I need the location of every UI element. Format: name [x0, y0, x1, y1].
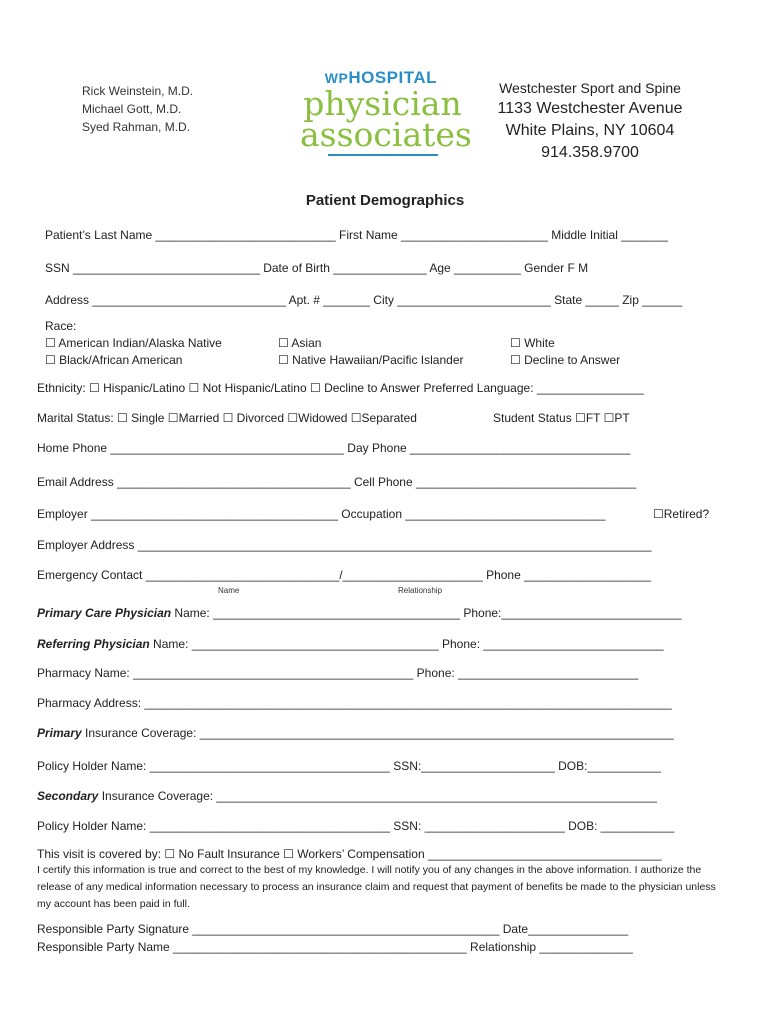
policy-holder-row[interactable]: Policy Holder Name: ____________________________________ SSN: _____________________ DOB: ___________ — [37, 819, 675, 833]
responsible-party-row[interactable]: Responsible Party Name ____________________________________________ Relationship ______________ — [37, 940, 633, 954]
employer-row[interactable]: Employer _____________________________________ Occupation ______________________________ — [37, 507, 606, 521]
secondary-insurance-row[interactable] — [37, 789, 657, 803]
emergency-name-caption: Name — [218, 586, 240, 595]
emergency-contact-row[interactable]: Emergency Contact _____________________________/_____________________ Phone ___________________ — [37, 568, 651, 582]
facility-block — [490, 78, 690, 164]
logo-physician: physician — [303, 84, 462, 123]
ssn-dob-row[interactable]: SSN ____________________________ Date of Birth ______________ Age __________ Gender F M — [45, 261, 589, 275]
referring-fields: Name: _____________________________________ Phone: ___________________________ — [149, 637, 664, 651]
referring-label: Referring Physician — [37, 637, 150, 651]
marital-status-row[interactable]: Marital Status: ☐ Single ☐Married ☐ Divorced ☐Widowed ☐Separated — [37, 411, 417, 425]
race-option[interactable]: ☐ Native Hawaiian/Pacific Islander — [278, 353, 464, 367]
secondary-fields: Insurance Coverage: __________________________________________________________________ — [98, 789, 657, 803]
race-option[interactable]: ☐ White — [510, 336, 555, 350]
race-option[interactable]: ☐ Black/African American — [45, 353, 183, 367]
home-phone-row[interactable]: Home Phone ___________________________________ Day Phone _________________________________ — [37, 441, 631, 455]
certification-text: I certify this information is true and correct to the best of my knowledge. I will notify you of any changes in the above information. I authorize the release of any medical information necessary to process an insurance claim and request that payment of benefits be made to the physician unless my account has been paid in full. — [37, 864, 716, 910]
policy-holder-row[interactable]: Policy Holder Name: ____________________________________ SSN:____________________ DOB:___________ — [37, 759, 661, 773]
logo-associates: associates — [300, 115, 472, 154]
logo-underline — [328, 154, 438, 156]
race-label: Race: — [45, 319, 77, 333]
secondary-label: Secondary — [37, 789, 99, 803]
primary-insurance-row[interactable] — [37, 726, 674, 740]
referring-physician-row[interactable] — [37, 637, 664, 651]
pcp-row[interactable] — [37, 606, 682, 620]
facility-street: 1133 Westchester Avenue — [497, 100, 683, 117]
emergency-relationship-caption: Relationship — [398, 586, 443, 595]
retired-checkbox[interactable]: ☐Retired? — [653, 507, 710, 521]
email-row[interactable]: Email Address ___________________________________ Cell Phone _________________________________ — [37, 475, 637, 489]
doctor-name: Rick Weinstein, M.D. — [82, 84, 194, 98]
race-option[interactable]: ☐ American Indian/Alaska Native — [45, 336, 222, 350]
facility-phone: 914.358.9700 — [541, 144, 639, 161]
logo-hospital: HOSPITAL — [348, 68, 437, 87]
employer-address-row[interactable]: Employer Address _____________________________________________________________________________ — [37, 538, 652, 552]
page-title: Patient Demographics — [305, 192, 465, 209]
name-row[interactable]: Patient’s Last Name ___________________________ First Name ______________________ Middle Initial _______ — [45, 228, 668, 242]
pharmacy-address-row[interactable]: Pharmacy Address: _______________________________________________________________________________ — [37, 696, 672, 710]
pharmacy-name-row[interactable]: Pharmacy Name: __________________________________________ Phone: ___________________________ — [37, 666, 639, 680]
signature-row[interactable]: Responsible Party Signature ______________________________________________ Date_______________ — [37, 922, 629, 936]
doctor-list — [82, 82, 193, 136]
visit-coverage-row[interactable]: This visit is covered by: ☐ No Fault Insurance ☐ Workers’ Compensation ___________________________________ — [37, 847, 662, 861]
primary-label: Primary — [37, 726, 82, 740]
logo-mark: WP — [324, 70, 349, 86]
primary-fields: Insurance Coverage: _______________________________________________________________________ — [81, 726, 674, 740]
facility-name: Westchester Sport and Spine — [499, 80, 681, 96]
ethnicity-row[interactable]: Ethnicity: ☐ Hispanic/Latino ☐ Not Hispanic/Latino ☐ Decline to Answer Preferred Language: ________________ — [37, 381, 644, 395]
hospital-logo — [300, 68, 472, 156]
pcp-fields: Name: _____________________________________ Phone:___________________________ — [171, 606, 682, 620]
race-option[interactable]: ☐ Decline to Answer — [510, 353, 621, 367]
doctor-name: Syed Rahman, M.D. — [82, 120, 191, 134]
pcp-label: Primary Care Physician — [37, 606, 172, 620]
facility-city: White Plains, NY 10604 — [505, 122, 675, 139]
race-option[interactable]: ☐ Asian — [278, 336, 322, 350]
doctor-name: Michael Gott, M.D. — [82, 102, 182, 116]
address-row[interactable]: Address _____________________________ Apt. # _______ City _______________________ State _____ Zip ______ — [45, 293, 683, 307]
student-status-row[interactable]: Student Status ☐FT ☐PT — [493, 411, 630, 425]
